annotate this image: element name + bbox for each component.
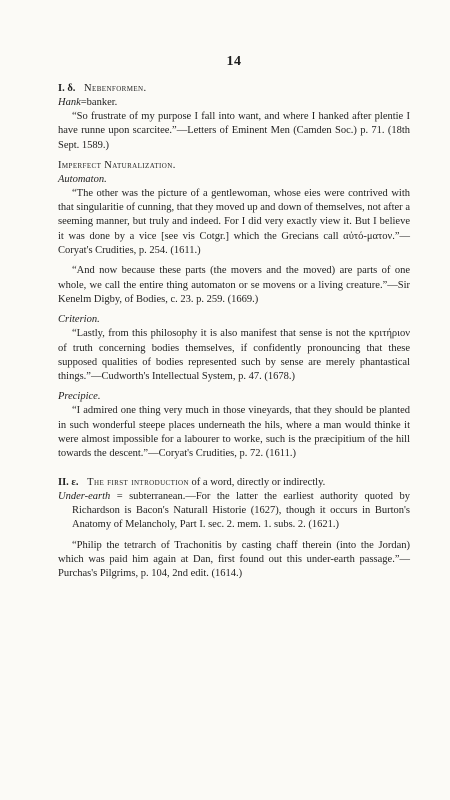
entry-term — [58, 390, 410, 404]
section-label: I. δ. — [58, 83, 76, 94]
section-label: II. ε. — [58, 476, 79, 488]
quotation: “So frustrate of my purpose I fall into want, and where I hanked after plentie I have runne upon scarcitee.”—Letters of Eminent Men (Camden Soc.) p. 71. (18th Sept. 1589.) — [58, 111, 410, 151]
entry-term — [58, 173, 410, 187]
entry-term: Under-earth — [58, 490, 111, 502]
section-heading — [58, 82, 410, 96]
section-title-rest: of a word, directly or indirectly. — [191, 476, 326, 488]
quotation: “Lastly, from this philosophy it is also manifest that sense is not the κριτήριον of truth concerning bodies themselves, if confidently pronouncing that these supposed qualities of bodies represented such by sense are merely phantastical things.”—Cudworth's Intellectual System, p. 47. (1678.) — [58, 328, 410, 383]
section-heading — [58, 476, 410, 490]
section-first-introduction — [58, 476, 410, 582]
section-imperfect-naturalization — [58, 159, 410, 462]
term-criterion: Criterion. — [58, 314, 100, 326]
section-title-smallcaps: The first introduction — [87, 476, 189, 488]
entry-line — [58, 490, 410, 533]
entry-term — [58, 313, 410, 327]
section-title-text: Imperfect Naturalization. — [58, 159, 176, 171]
entry-term: Hank — [58, 97, 81, 108]
page-number: 14 — [226, 54, 242, 69]
section-title: Nebenformen. — [84, 83, 147, 94]
entry-definition: =banker. — [80, 97, 118, 108]
quotation: “I admired one thing very much in those vineyards, that they should be planted in such wonderful steepe places underneath the hils, where a man would thinke it were almost impossible for a labourer to worke, such is the præcipitium of the hill towards the descent.”—Coryat's Crudities, p. 72. (1611.) — [58, 405, 410, 460]
quotation: “Philip the tetrarch of Trachonitis by casting chaff therein (into the Jordan) which was paid him again at Dan, first found out this under-earth passage.”—Purchas's Pilgrims, p. 104, 2nd edit. (1614.) — [58, 539, 410, 580]
entry-definition: = subterranean.—For the latter the earliest authority quoted by Richardson is Bacon's Naturall Historie (1627), though it occurs in Burton's Anatomy of Melancholy, Part I. sec. 2. mem. 1. subs. 2. (1621.) — [72, 490, 410, 531]
entry-line — [58, 96, 410, 110]
section-nebenformen — [58, 82, 410, 153]
quotation: “The other was the picture of a gentlewoman, whose eies were contrived with that singularitie of cunning, that they moved up and down of themselves, not after a seeming manner, but truly and indeed. For I did very exactly view it. But I believe it was done by a vice [see vis Cotgr.] which the Grecians call αὐτό-ματον.”—Coryat's Crudities, p. 254. (1611.) — [58, 187, 410, 257]
section-title — [58, 159, 410, 173]
term-automaton: Automaton. — [58, 173, 107, 185]
quotation: “And now because these parts (the movers and the moved) are parts of one whole, we call the entire thing automaton or se movens or a living creature.”—Sir Kenelm Digby, of Bodies, c. 23. p. 259. (1669.) — [58, 265, 410, 305]
term-precipice: Precipice. — [58, 391, 101, 403]
